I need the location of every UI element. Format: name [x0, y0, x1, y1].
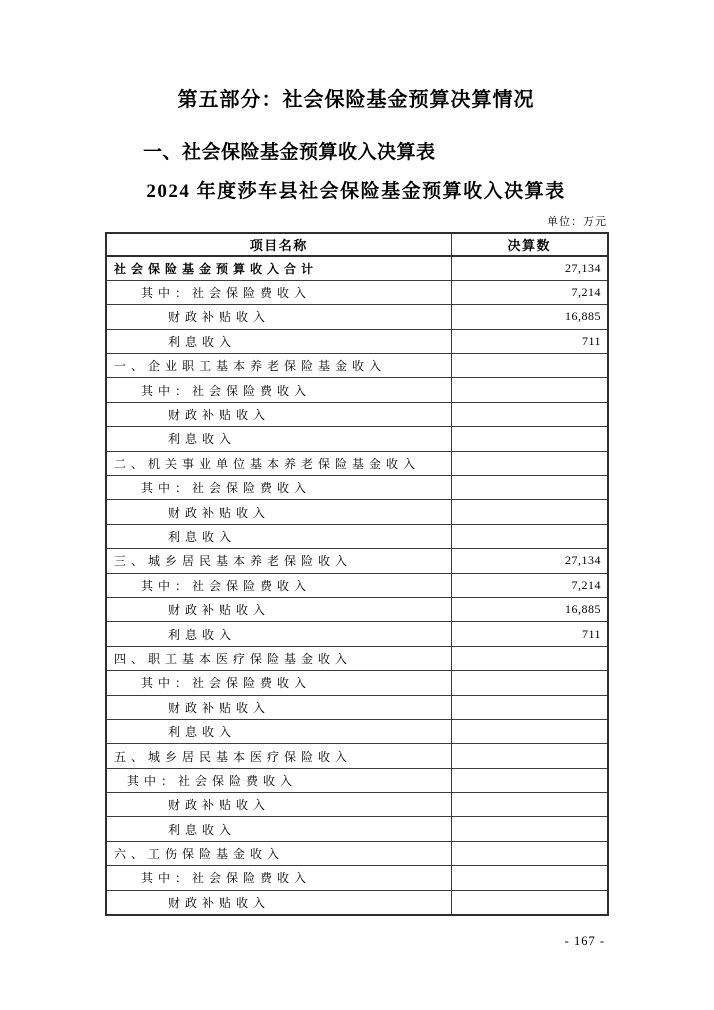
section-title: 第五部分：社会保险基金预算决算情况	[177, 89, 535, 111]
page-content	[105, 0, 607, 916]
row-label: 其中：社会保险费收入	[106, 573, 451, 597]
row-value	[451, 768, 608, 792]
row-value	[451, 402, 608, 426]
row-label: 利息收入	[106, 622, 451, 646]
table-row	[106, 841, 608, 865]
table-row	[106, 671, 608, 695]
page-number: - 167 -	[564, 934, 605, 948]
row-label: 一、企业职工基本养老保险基金收入	[106, 354, 451, 378]
row-value	[451, 524, 608, 548]
row-label: 其中：社会保险费收入	[106, 378, 451, 402]
budget-revenue-table	[105, 232, 609, 916]
table-row	[106, 427, 608, 451]
row-value	[451, 890, 608, 914]
unit-label: 单位：万元	[547, 216, 607, 228]
row-label: 其中：社会保险费收入	[106, 671, 451, 695]
row-label: 二、机关事业单位基本养老保险基金收入	[106, 451, 451, 475]
row-value: 7,214	[451, 573, 608, 597]
table-row	[106, 524, 608, 548]
row-value: 711	[451, 329, 608, 353]
table-row	[106, 890, 608, 914]
row-label: 财政补贴收入	[106, 890, 451, 914]
table-row	[106, 402, 608, 426]
row-value	[451, 841, 608, 865]
row-value	[451, 671, 608, 695]
column-header-item-name: 项目名称	[106, 233, 451, 256]
table-row	[106, 280, 608, 304]
row-label: 四、职工基本医疗保险基金收入	[106, 646, 451, 670]
table-row	[106, 549, 608, 573]
table-row	[106, 695, 608, 719]
row-label: 利息收入	[106, 817, 451, 841]
row-value: 7,214	[451, 280, 608, 304]
row-label: 财政补贴收入	[106, 793, 451, 817]
table-row	[106, 646, 608, 670]
row-label: 利息收入	[106, 427, 451, 451]
table-row	[106, 719, 608, 743]
table-row	[106, 378, 608, 402]
row-label: 六、工伤保险基金收入	[106, 841, 451, 865]
table-row	[106, 476, 608, 500]
row-label: 财政补贴收入	[106, 597, 451, 621]
row-value	[451, 427, 608, 451]
row-label: 财政补贴收入	[106, 305, 451, 329]
row-value: 16,885	[451, 597, 608, 621]
table-row	[106, 451, 608, 475]
row-label: 利息收入	[106, 524, 451, 548]
row-label: 五、城乡居民基本医疗保险收入	[106, 744, 451, 768]
row-value	[451, 646, 608, 670]
row-value	[451, 451, 608, 475]
row-value: 711	[451, 622, 608, 646]
row-label: 其中：社会保险费收入	[106, 866, 451, 890]
row-label: 三、城乡居民基本养老保险收入	[106, 549, 451, 573]
table-header-row	[106, 233, 608, 256]
row-value	[451, 719, 608, 743]
row-value	[451, 793, 608, 817]
table-row	[106, 256, 608, 280]
table-row	[106, 817, 608, 841]
row-label: 财政补贴收入	[106, 402, 451, 426]
table-row	[106, 329, 608, 353]
row-value	[451, 744, 608, 768]
table-row	[106, 866, 608, 890]
table-row	[106, 744, 608, 768]
row-label: 社会保险基金预算收入合计	[106, 256, 451, 280]
table-body	[106, 256, 608, 915]
row-value	[451, 500, 608, 524]
row-value	[451, 695, 608, 719]
row-value	[451, 866, 608, 890]
row-label: 利息收入	[106, 329, 451, 353]
row-value: 16,885	[451, 305, 608, 329]
table-row	[106, 622, 608, 646]
row-value	[451, 817, 608, 841]
row-value	[451, 476, 608, 500]
table-row	[106, 768, 608, 792]
row-value	[451, 354, 608, 378]
row-value: 27,134	[451, 256, 608, 280]
table-row	[106, 573, 608, 597]
table-row	[106, 500, 608, 524]
row-label: 财政补贴收入	[106, 695, 451, 719]
row-value	[451, 378, 608, 402]
table-title: 2024 年度莎车县社会保险基金预算收入决算表	[146, 181, 566, 202]
table-row	[106, 597, 608, 621]
column-header-final-amount: 决算数	[451, 233, 608, 256]
row-value: 27,134	[451, 549, 608, 573]
subsection-title: 一、社会保险基金预算收入决算表	[143, 142, 436, 163]
row-label: 其中：社会保险费收入	[106, 768, 451, 792]
row-label: 其中：社会保险费收入	[106, 280, 451, 304]
row-label: 利息收入	[106, 719, 451, 743]
table-row	[106, 354, 608, 378]
row-label: 其中：社会保险费收入	[106, 476, 451, 500]
table-row	[106, 305, 608, 329]
row-label: 财政补贴收入	[106, 500, 451, 524]
table-row	[106, 793, 608, 817]
